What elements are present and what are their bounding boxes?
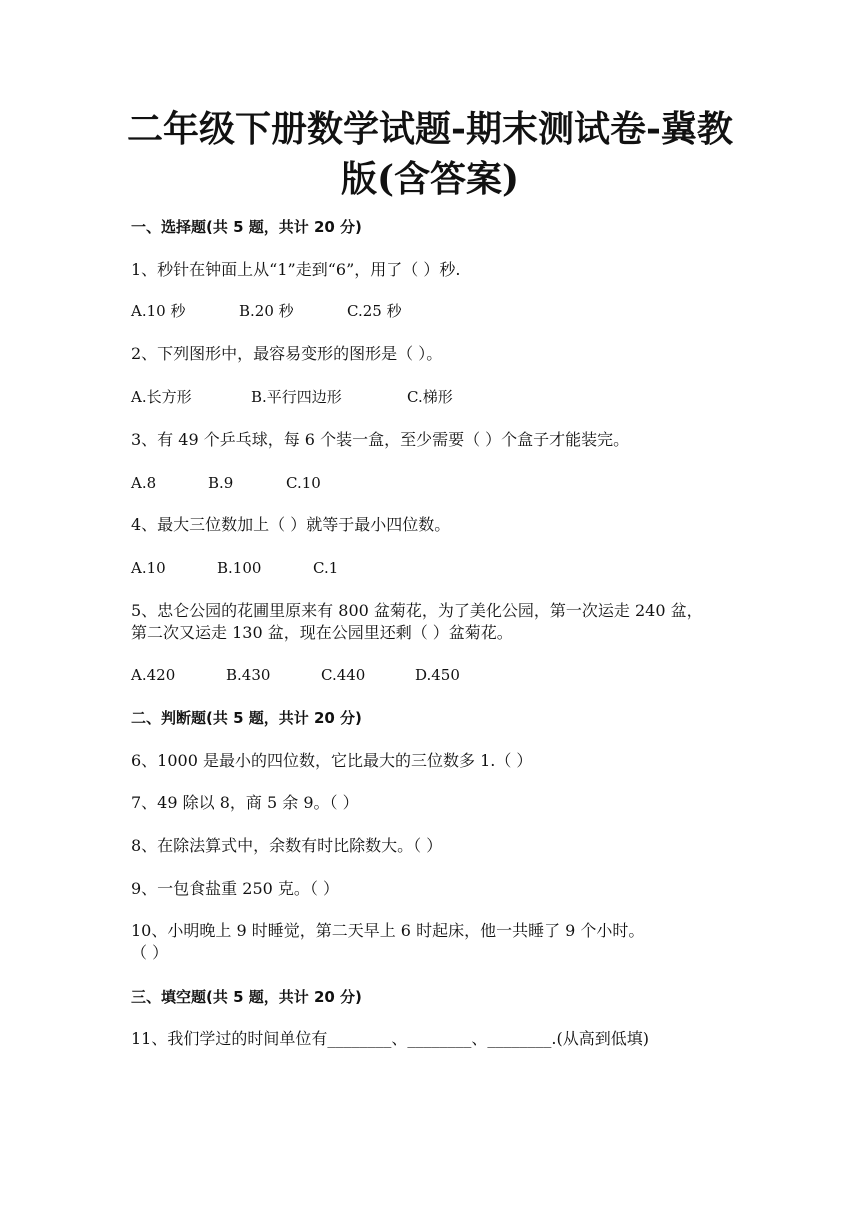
option-a: A.10 — [131, 559, 166, 577]
question-11: 11、我们学过的时间单位有________、________、________.(从高到低填) — [131, 1029, 649, 1048]
question-5-line-1: 5、忠仑公园的花圃里原来有 800 盆菊花，为了美化公园，第一次运走 240 盆， — [131, 601, 703, 620]
page-title — [60, 104, 800, 204]
question-4-options — [131, 557, 781, 579]
title-line-2: 版(含答案) — [340, 158, 520, 200]
option-c: C.10 — [286, 474, 321, 492]
section-heading-fill-blank: 三、填空题(共 5 题，共计 20 分) — [131, 988, 362, 1006]
option-c: C.440 — [321, 666, 366, 684]
title-line-1: 二年级下册数学试题-期末测试卷-冀教 — [127, 108, 733, 150]
option-a: A.8 — [131, 474, 157, 492]
option-b: B.平行四边形 — [251, 388, 342, 406]
question-5-options — [131, 664, 781, 686]
option-d: D.450 — [415, 666, 460, 684]
question-1-options — [131, 300, 781, 322]
section-heading-judgment: 二、判断题(共 5 题，共计 20 分) — [131, 709, 362, 727]
option-a: A.10 秒 — [131, 302, 186, 320]
question-2: 2、下列图形中，最容易变形的图形是（ ）。 — [131, 344, 443, 363]
question-9: 9、一包食盐重 250 克。（ ） — [131, 879, 339, 898]
question-7: 7、49 除以 8，商 5 余 9。（ ） — [131, 793, 359, 812]
question-8: 8、在除法算式中，余数有时比除数大。（ ） — [131, 836, 443, 855]
question-6: 6、1000 是最小的四位数，它比最大的三位数多 1.（ ） — [131, 751, 533, 770]
option-c: C.梯形 — [407, 388, 453, 406]
question-10-line-2: （ ） — [131, 943, 169, 962]
question-5-line-2: 第二次又运走 130 盆，现在公园里还剩（ ）盆菊花。 — [131, 623, 513, 642]
option-c: C.1 — [313, 559, 339, 577]
section-heading-choice: 一、选择题(共 5 题，共计 20 分) — [131, 218, 362, 236]
option-b: B.9 — [208, 474, 234, 492]
option-a: A.420 — [131, 666, 176, 684]
question-3: 3、有 49 个乒乓球，每 6 个装一盒，至少需要（ ）个盒子才能装完。 — [131, 430, 630, 449]
option-b: B.100 — [217, 559, 262, 577]
question-10-line-1: 10、小明晚上 9 时睡觉，第二天早上 6 时起床，他一共睡了 9 个小时。 — [131, 921, 645, 940]
option-c: C.25 秒 — [347, 302, 402, 320]
question-2-options — [131, 386, 781, 408]
option-a: A.长方形 — [131, 388, 192, 406]
question-4: 4、最大三位数加上（ ）就等于最小四位数。 — [131, 515, 451, 534]
option-b: B.20 秒 — [239, 302, 294, 320]
question-1: 1、秒针在钟面上从“1”走到“6”，用了（ ）秒. — [131, 260, 461, 279]
question-3-options — [131, 472, 781, 494]
option-b: B.430 — [226, 666, 271, 684]
